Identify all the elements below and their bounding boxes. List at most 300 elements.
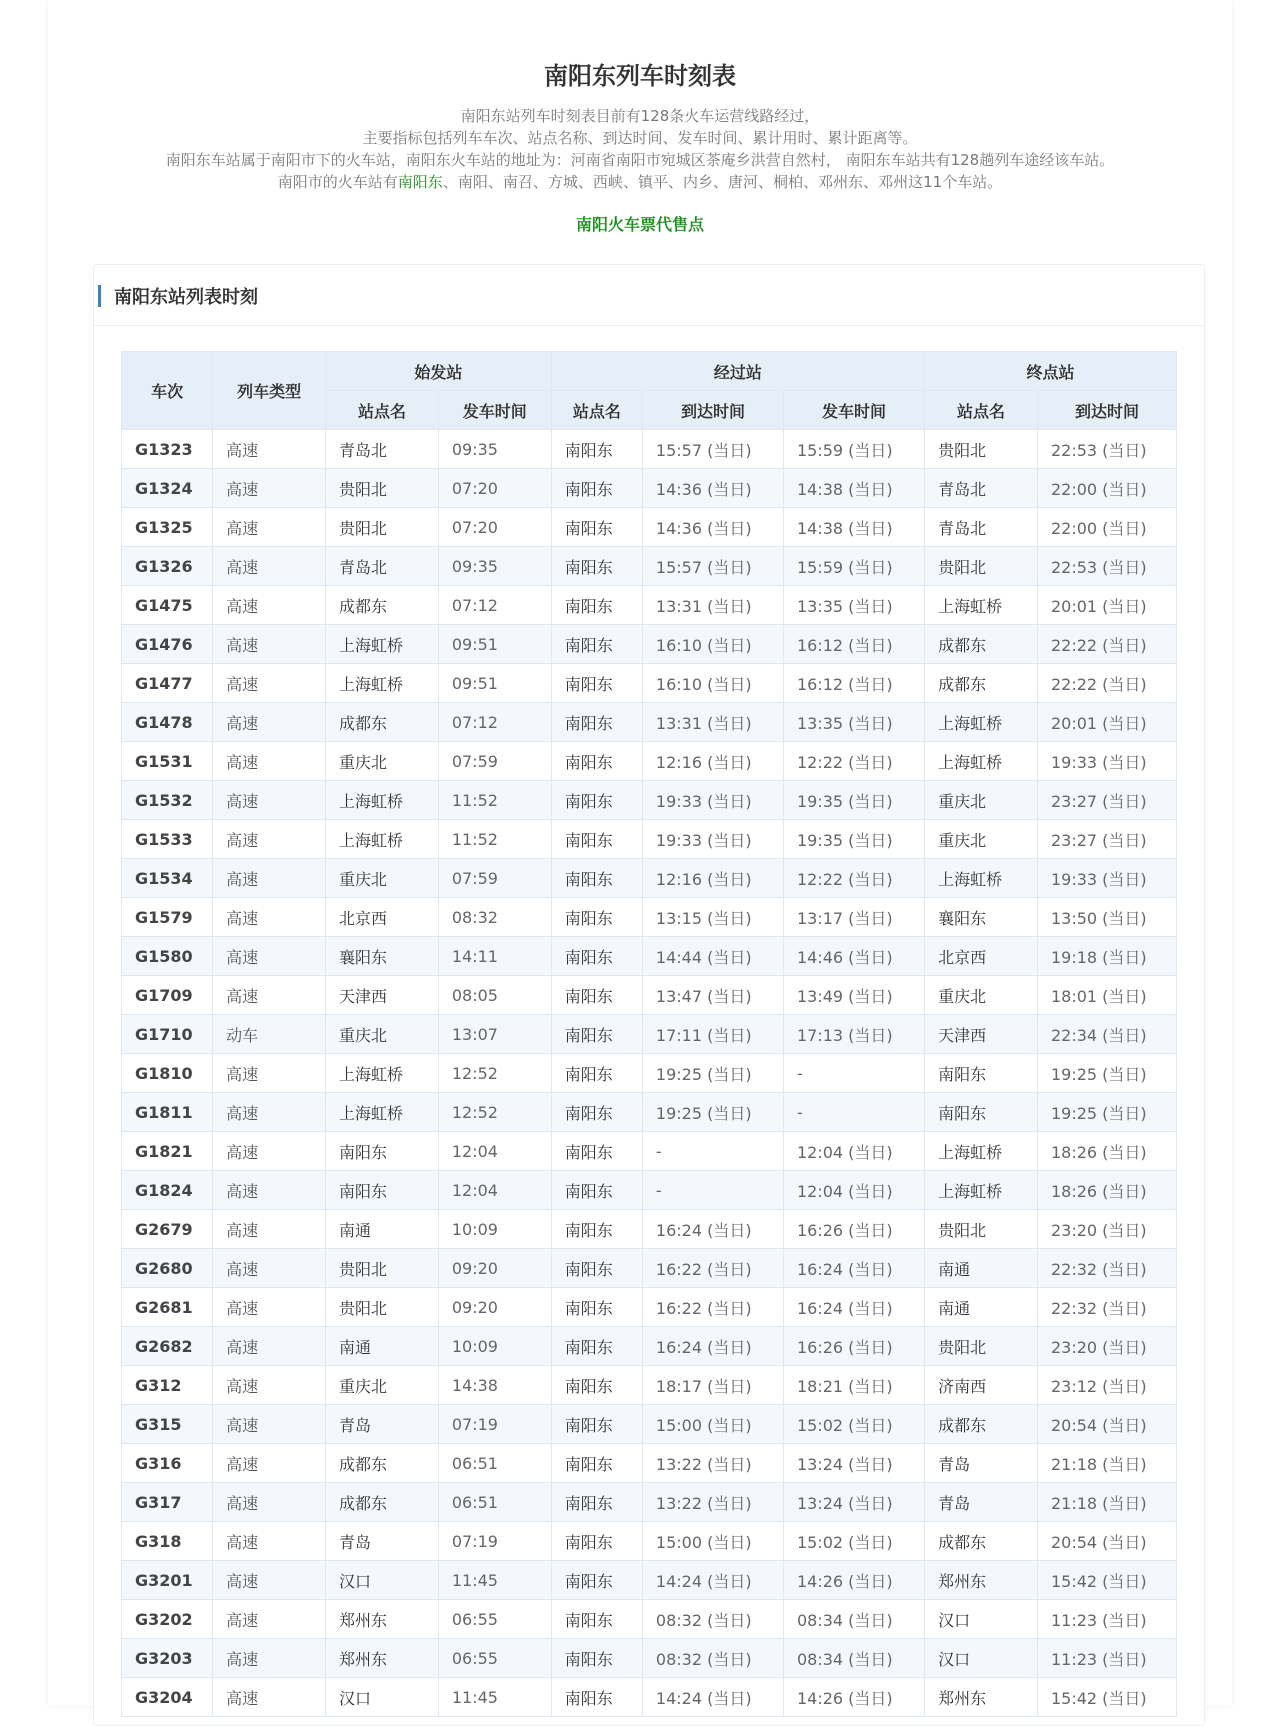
station-link[interactable]: 西峡 xyxy=(592,173,623,191)
pass-depart-time: 16:24 (当日) xyxy=(783,1288,924,1327)
train-code[interactable]: G1532 xyxy=(122,781,213,820)
table-row xyxy=(122,469,1177,508)
table-row xyxy=(122,1522,1177,1561)
train-code[interactable]: G1475 xyxy=(122,586,213,625)
origin-station[interactable]: 成都东 xyxy=(326,586,439,625)
pass-depart-time: 14:38 (当日) xyxy=(783,469,924,508)
origin-station[interactable]: 贵阳北 xyxy=(326,1249,439,1288)
table-row xyxy=(122,1093,1177,1132)
table-row xyxy=(122,508,1177,547)
origin-depart-time: 09:20 xyxy=(438,1288,551,1327)
origin-depart-time: 09:35 xyxy=(438,430,551,469)
origin-station[interactable]: 重庆北 xyxy=(326,859,439,898)
table-row xyxy=(122,1210,1177,1249)
train-type: 高速 xyxy=(213,625,326,664)
origin-station[interactable]: 重庆北 xyxy=(326,1366,439,1405)
train-code[interactable]: G1579 xyxy=(122,898,213,937)
train-code[interactable]: G1710 xyxy=(122,1015,213,1054)
station-separator: 、 xyxy=(803,173,819,191)
train-code[interactable]: G1323 xyxy=(122,430,213,469)
intro-line: 主要指标包括列车车次、站点名称、到达时间、发车时间、累计用时、累计距离等。 xyxy=(362,129,918,147)
terminal-station[interactable]: 上海虹桥 xyxy=(925,859,1038,898)
table-row xyxy=(122,1132,1177,1171)
pass-station[interactable]: 南阳东 xyxy=(551,742,642,781)
train-code[interactable]: G1324 xyxy=(122,469,213,508)
station-link[interactable]: 内乡 xyxy=(682,173,713,191)
pass-station[interactable]: 南阳东 xyxy=(551,1327,642,1366)
train-code[interactable]: G318 xyxy=(122,1522,213,1561)
origin-depart-time: 08:32 xyxy=(438,898,551,937)
pass-station[interactable]: 南阳东 xyxy=(551,859,642,898)
pass-arrive-time: 14:36 (当日) xyxy=(642,508,783,547)
origin-depart-time: 09:51 xyxy=(438,625,551,664)
train-code[interactable]: G1477 xyxy=(122,664,213,703)
origin-station[interactable]: 南阳东 xyxy=(326,1171,439,1210)
terminal-station[interactable]: 南阳东 xyxy=(925,1054,1038,1093)
table-row xyxy=(122,1444,1177,1483)
pass-depart-time: 12:04 (当日) xyxy=(783,1171,924,1210)
origin-depart-time: 07:59 xyxy=(438,859,551,898)
terminal-arrive-time: 22:32 (当日) xyxy=(1037,1249,1176,1288)
panel-accent-bar xyxy=(98,285,101,307)
station-link[interactable]: 邓州 xyxy=(878,173,909,191)
pass-station[interactable]: 南阳东 xyxy=(551,1288,642,1327)
origin-station[interactable]: 汉口 xyxy=(326,1561,439,1600)
origin-station[interactable]: 郑州东 xyxy=(326,1600,439,1639)
train-code[interactable]: G1810 xyxy=(122,1054,213,1093)
terminal-station[interactable]: 贵阳北 xyxy=(925,430,1038,469)
train-type: 高速 xyxy=(213,1054,326,1093)
pass-arrive-time: 19:25 (当日) xyxy=(642,1093,783,1132)
train-type: 高速 xyxy=(213,898,326,937)
origin-station[interactable]: 青岛 xyxy=(326,1405,439,1444)
pass-depart-time: 16:12 (当日) xyxy=(783,664,924,703)
station-separator: 、 xyxy=(667,173,683,191)
table-row xyxy=(122,664,1177,703)
terminal-station[interactable]: 郑州东 xyxy=(925,1678,1038,1717)
header-terminal-arrive: 到达时间 xyxy=(1037,391,1176,430)
pass-arrive-time: 19:33 (当日) xyxy=(642,781,783,820)
table-row xyxy=(122,1015,1177,1054)
table-row xyxy=(122,781,1177,820)
origin-depart-time: 07:12 xyxy=(438,586,551,625)
pass-station[interactable]: 南阳东 xyxy=(551,1054,642,1093)
pass-station[interactable]: 南阳东 xyxy=(551,1444,642,1483)
train-type: 高速 xyxy=(213,547,326,586)
origin-station[interactable]: 贵阳北 xyxy=(326,508,439,547)
terminal-station[interactable]: 南通 xyxy=(925,1249,1038,1288)
station-link[interactable]: 邓州东 xyxy=(818,173,864,191)
terminal-arrive-time: 18:26 (当日) xyxy=(1037,1132,1176,1171)
pass-arrive-time: 17:11 (当日) xyxy=(642,1015,783,1054)
train-type: 高速 xyxy=(213,1366,326,1405)
table-row xyxy=(122,820,1177,859)
pass-depart-time: 14:38 (当日) xyxy=(783,508,924,547)
terminal-arrive-time: 23:20 (当日) xyxy=(1037,1210,1176,1249)
train-code[interactable]: G1531 xyxy=(122,742,213,781)
pass-station[interactable]: 南阳东 xyxy=(551,1483,642,1522)
terminal-station[interactable]: 青岛 xyxy=(925,1444,1038,1483)
pass-depart-time: 16:26 (当日) xyxy=(783,1327,924,1366)
pass-station[interactable]: 南阳东 xyxy=(551,1210,642,1249)
pass-arrive-time: 12:16 (当日) xyxy=(642,859,783,898)
train-code[interactable]: G2682 xyxy=(122,1327,213,1366)
train-type: 高速 xyxy=(213,1171,326,1210)
origin-station[interactable]: 上海虹桥 xyxy=(326,664,439,703)
header-pass-depart: 发车时间 xyxy=(783,391,924,430)
origin-station[interactable]: 天津西 xyxy=(326,976,439,1015)
table-row xyxy=(122,1639,1177,1678)
pass-station[interactable]: 南阳东 xyxy=(551,1561,642,1600)
train-type: 高速 xyxy=(213,664,326,703)
pass-depart-time: 16:26 (当日) xyxy=(783,1210,924,1249)
terminal-arrive-time: 19:33 (当日) xyxy=(1037,742,1176,781)
pass-station[interactable]: 南阳东 xyxy=(551,547,642,586)
origin-depart-time: 07:19 xyxy=(438,1522,551,1561)
pass-station[interactable]: 南阳东 xyxy=(551,1015,642,1054)
terminal-arrive-time: 20:01 (当日) xyxy=(1037,586,1176,625)
train-code[interactable]: G1824 xyxy=(122,1171,213,1210)
terminal-station[interactable]: 贵阳北 xyxy=(925,1327,1038,1366)
station-link[interactable]: 唐河 xyxy=(728,173,759,191)
terminal-station[interactable]: 青岛北 xyxy=(925,469,1038,508)
origin-station[interactable]: 青岛北 xyxy=(326,430,439,469)
station-link[interactable]: 南阳东 xyxy=(397,173,443,191)
terminal-arrive-time: 23:12 (当日) xyxy=(1037,1366,1176,1405)
train-type: 高速 xyxy=(213,1522,326,1561)
pass-arrive-time: 14:24 (当日) xyxy=(642,1561,783,1600)
origin-station[interactable]: 上海虹桥 xyxy=(326,1054,439,1093)
station-separator: 、 xyxy=(713,173,729,191)
train-code[interactable]: G312 xyxy=(122,1366,213,1405)
origin-station[interactable]: 重庆北 xyxy=(326,742,439,781)
origin-station[interactable]: 上海虹桥 xyxy=(326,781,439,820)
pass-arrive-time: 14:44 (当日) xyxy=(642,937,783,976)
station-separator: 、 xyxy=(487,173,503,191)
terminal-station[interactable]: 上海虹桥 xyxy=(925,742,1038,781)
pass-station[interactable]: 南阳东 xyxy=(551,1093,642,1132)
table-row xyxy=(122,586,1177,625)
pass-arrive-time: 08:32 (当日) xyxy=(642,1639,783,1678)
terminal-station[interactable]: 贵阳北 xyxy=(925,1210,1038,1249)
intro-line: 南阳东车站属于南阳市下的火车站，南阳东火车站的地址为：河南省南阳市宛城区茶庵乡洪营自然村， 南阳东车站共有128趟列车途经该车站。 xyxy=(165,151,1115,169)
ticket-agent-link[interactable]: 南阳火车票代售点 xyxy=(575,215,704,234)
origin-depart-time: 10:09 xyxy=(438,1210,551,1249)
terminal-arrive-time: 22:53 (当日) xyxy=(1037,430,1176,469)
terminal-station[interactable]: 成都东 xyxy=(925,625,1038,664)
terminal-arrive-time: 15:42 (当日) xyxy=(1037,1561,1176,1600)
panel-header xyxy=(94,265,1204,326)
pass-station[interactable]: 南阳东 xyxy=(551,508,642,547)
origin-station[interactable]: 贵阳北 xyxy=(326,469,439,508)
origin-station[interactable]: 襄阳东 xyxy=(326,937,439,976)
train-code[interactable]: G1476 xyxy=(122,625,213,664)
pass-station[interactable]: 南阳东 xyxy=(551,1132,642,1171)
train-code[interactable]: G1533 xyxy=(122,820,213,859)
origin-station[interactable]: 青岛北 xyxy=(326,547,439,586)
terminal-station[interactable]: 成都东 xyxy=(925,1522,1038,1561)
train-type: 高速 xyxy=(213,1444,326,1483)
terminal-arrive-time: 19:18 (当日) xyxy=(1037,937,1176,976)
pass-arrive-time: 15:00 (当日) xyxy=(642,1522,783,1561)
table-row xyxy=(122,1405,1177,1444)
terminal-station[interactable]: 济南西 xyxy=(925,1366,1038,1405)
origin-station[interactable]: 北京西 xyxy=(326,898,439,937)
pass-depart-time: 13:17 (当日) xyxy=(783,898,924,937)
pass-station[interactable]: 南阳东 xyxy=(551,1600,642,1639)
terminal-arrive-time: 20:01 (当日) xyxy=(1037,703,1176,742)
pass-station[interactable]: 南阳东 xyxy=(551,1639,642,1678)
origin-station[interactable]: 上海虹桥 xyxy=(326,1093,439,1132)
origin-station[interactable]: 汉口 xyxy=(326,1678,439,1717)
table-row xyxy=(122,703,1177,742)
terminal-station[interactable]: 成都东 xyxy=(925,664,1038,703)
pass-station[interactable]: 南阳东 xyxy=(551,1249,642,1288)
train-type: 动车 xyxy=(213,1015,326,1054)
terminal-station[interactable]: 襄阳东 xyxy=(925,898,1038,937)
train-code[interactable]: G2681 xyxy=(122,1288,213,1327)
station-link[interactable]: 桐柏 xyxy=(773,173,804,191)
origin-station[interactable]: 南阳东 xyxy=(326,1132,439,1171)
header-terminal-group: 终点站 xyxy=(925,352,1177,391)
pass-depart-time: 13:24 (当日) xyxy=(783,1483,924,1522)
table-row xyxy=(122,625,1177,664)
train-type: 高速 xyxy=(213,1093,326,1132)
terminal-station[interactable]: 上海虹桥 xyxy=(925,1171,1038,1210)
header-pass-station: 站点名 xyxy=(551,391,642,430)
origin-station[interactable]: 青岛 xyxy=(326,1522,439,1561)
origin-station[interactable]: 郑州东 xyxy=(326,1639,439,1678)
terminal-station[interactable]: 上海虹桥 xyxy=(925,1132,1038,1171)
origin-station[interactable]: 贵阳北 xyxy=(326,1288,439,1327)
pass-depart-time: 19:35 (当日) xyxy=(783,820,924,859)
terminal-station[interactable]: 天津西 xyxy=(925,1015,1038,1054)
terminal-station[interactable]: 郑州东 xyxy=(925,1561,1038,1600)
pass-station[interactable]: 南阳东 xyxy=(551,1522,642,1561)
intro-line-suffix: 这11个车站。 xyxy=(908,173,1003,191)
origin-station[interactable]: 成都东 xyxy=(326,1444,439,1483)
train-code[interactable]: G2679 xyxy=(122,1210,213,1249)
station-link[interactable]: 镇平 xyxy=(637,173,668,191)
terminal-station[interactable]: 南阳东 xyxy=(925,1093,1038,1132)
terminal-station[interactable]: 重庆北 xyxy=(925,781,1038,820)
terminal-station[interactable]: 成都东 xyxy=(925,1405,1038,1444)
train-type: 高速 xyxy=(213,1600,326,1639)
pass-depart-time: 12:22 (当日) xyxy=(783,859,924,898)
header-type: 列车类型 xyxy=(213,352,326,430)
train-type: 高速 xyxy=(213,859,326,898)
pass-depart-time: 15:02 (当日) xyxy=(783,1522,924,1561)
terminal-station[interactable]: 青岛 xyxy=(925,1483,1038,1522)
train-code[interactable]: G1811 xyxy=(122,1093,213,1132)
pass-arrive-time: 13:22 (当日) xyxy=(642,1444,783,1483)
station-link[interactable]: 南召 xyxy=(502,173,533,191)
terminal-arrive-time: 22:00 (当日) xyxy=(1037,508,1176,547)
timetable-body xyxy=(122,430,1177,1717)
pass-depart-time: 12:22 (当日) xyxy=(783,742,924,781)
pass-station[interactable]: 南阳东 xyxy=(551,937,642,976)
origin-station[interactable]: 成都东 xyxy=(326,703,439,742)
intro-text xyxy=(48,105,1232,193)
timetable xyxy=(121,351,1177,1717)
terminal-arrive-time: 13:50 (当日) xyxy=(1037,898,1176,937)
terminal-arrive-time: 18:01 (当日) xyxy=(1037,976,1176,1015)
pass-depart-time: 08:34 (当日) xyxy=(783,1639,924,1678)
pass-depart-time: 18:21 (当日) xyxy=(783,1366,924,1405)
origin-station[interactable]: 重庆北 xyxy=(326,1015,439,1054)
train-code[interactable]: G1326 xyxy=(122,547,213,586)
table-row xyxy=(122,1054,1177,1093)
table-row xyxy=(122,1288,1177,1327)
terminal-arrive-time: 23:20 (当日) xyxy=(1037,1327,1176,1366)
terminal-station[interactable]: 北京西 xyxy=(925,937,1038,976)
origin-depart-time: 11:45 xyxy=(438,1561,551,1600)
train-code[interactable]: G3201 xyxy=(122,1561,213,1600)
pass-depart-time: 15:59 (当日) xyxy=(783,430,924,469)
terminal-station[interactable]: 贵阳北 xyxy=(925,547,1038,586)
station-separator: 、 xyxy=(532,173,548,191)
terminal-station[interactable]: 上海虹桥 xyxy=(925,586,1038,625)
pass-station[interactable]: 南阳东 xyxy=(551,1405,642,1444)
terminal-station[interactable]: 青岛北 xyxy=(925,508,1038,547)
terminal-arrive-time: 22:32 (当日) xyxy=(1037,1288,1176,1327)
origin-depart-time: 07:12 xyxy=(438,703,551,742)
header-origin-depart: 发车时间 xyxy=(438,391,551,430)
pass-depart-time: - xyxy=(783,1054,924,1093)
terminal-arrive-time: 19:33 (当日) xyxy=(1037,859,1176,898)
train-code[interactable]: G3202 xyxy=(122,1600,213,1639)
train-code[interactable]: G1534 xyxy=(122,859,213,898)
intro-line-prefix: 南阳市的火车站有 xyxy=(277,173,398,191)
train-code[interactable]: G317 xyxy=(122,1483,213,1522)
table-row xyxy=(122,859,1177,898)
origin-depart-time: 09:51 xyxy=(438,664,551,703)
origin-depart-time: 12:04 xyxy=(438,1171,551,1210)
pass-station[interactable]: 南阳东 xyxy=(551,586,642,625)
table-row xyxy=(122,1366,1177,1405)
terminal-arrive-time: 19:25 (当日) xyxy=(1037,1054,1176,1093)
terminal-arrive-time: 22:00 (当日) xyxy=(1037,469,1176,508)
train-code[interactable]: G1325 xyxy=(122,508,213,547)
train-code[interactable]: G3203 xyxy=(122,1639,213,1678)
pass-station[interactable]: 南阳东 xyxy=(551,898,642,937)
train-type: 高速 xyxy=(213,469,326,508)
pass-depart-time: 13:24 (当日) xyxy=(783,1444,924,1483)
terminal-station[interactable]: 上海虹桥 xyxy=(925,703,1038,742)
origin-depart-time: 14:38 xyxy=(438,1366,551,1405)
table-row xyxy=(122,976,1177,1015)
pass-station[interactable]: 南阳东 xyxy=(551,781,642,820)
pass-station[interactable]: 南阳东 xyxy=(551,1171,642,1210)
origin-depart-time: 06:55 xyxy=(438,1600,551,1639)
origin-station[interactable]: 南通 xyxy=(326,1327,439,1366)
table-row xyxy=(122,937,1177,976)
pass-station[interactable]: 南阳东 xyxy=(551,664,642,703)
train-code[interactable]: G315 xyxy=(122,1405,213,1444)
train-code[interactable]: G3204 xyxy=(122,1678,213,1717)
pass-arrive-time: 14:36 (当日) xyxy=(642,469,783,508)
pass-arrive-time: 16:24 (当日) xyxy=(642,1327,783,1366)
pass-arrive-time: 15:00 (当日) xyxy=(642,1405,783,1444)
pass-depart-time: - xyxy=(783,1093,924,1132)
table-row xyxy=(122,1249,1177,1288)
terminal-arrive-time: 19:25 (当日) xyxy=(1037,1093,1176,1132)
pass-station[interactable]: 南阳东 xyxy=(551,820,642,859)
table-row xyxy=(122,1561,1177,1600)
header-origin-station: 站点名 xyxy=(326,391,439,430)
pass-arrive-time: - xyxy=(642,1171,783,1210)
terminal-arrive-time: 22:22 (当日) xyxy=(1037,625,1176,664)
pass-depart-time: 15:59 (当日) xyxy=(783,547,924,586)
train-code[interactable]: G2680 xyxy=(122,1249,213,1288)
pass-station[interactable]: 南阳东 xyxy=(551,430,642,469)
pass-arrive-time: 19:33 (当日) xyxy=(642,820,783,859)
pass-depart-time: 17:13 (当日) xyxy=(783,1015,924,1054)
origin-station[interactable]: 上海虹桥 xyxy=(326,820,439,859)
terminal-station[interactable]: 重庆北 xyxy=(925,976,1038,1015)
terminal-arrive-time: 22:22 (当日) xyxy=(1037,664,1176,703)
pass-station[interactable]: 南阳东 xyxy=(551,1678,642,1717)
origin-depart-time: 09:35 xyxy=(438,547,551,586)
origin-depart-time: 08:05 xyxy=(438,976,551,1015)
train-code[interactable]: G1821 xyxy=(122,1132,213,1171)
pass-depart-time: 14:26 (当日) xyxy=(783,1561,924,1600)
pass-depart-time: 12:04 (当日) xyxy=(783,1132,924,1171)
table-row xyxy=(122,1327,1177,1366)
terminal-station[interactable]: 南通 xyxy=(925,1288,1038,1327)
pass-depart-time: 08:34 (当日) xyxy=(783,1600,924,1639)
intro-line: 南阳东站列车时刻表目前有128条火车运营线路经过， xyxy=(460,107,820,125)
pass-depart-time: 14:26 (当日) xyxy=(783,1678,924,1717)
train-code[interactable]: G1709 xyxy=(122,976,213,1015)
origin-station[interactable]: 上海虹桥 xyxy=(326,625,439,664)
pass-arrive-time: 16:24 (当日) xyxy=(642,1210,783,1249)
table-row xyxy=(122,430,1177,469)
terminal-arrive-time: 11:23 (当日) xyxy=(1037,1639,1176,1678)
pass-station[interactable]: 南阳东 xyxy=(551,1366,642,1405)
origin-depart-time: 12:52 xyxy=(438,1054,551,1093)
station-separator: 、 xyxy=(863,173,879,191)
table-row xyxy=(122,1678,1177,1717)
station-link[interactable]: 方城 xyxy=(547,173,578,191)
page-container xyxy=(48,0,1232,1706)
origin-station[interactable]: 南通 xyxy=(326,1210,439,1249)
train-type: 高速 xyxy=(213,1210,326,1249)
origin-depart-time: 06:51 xyxy=(438,1483,551,1522)
station-link[interactable]: 南阳 xyxy=(457,173,488,191)
pass-arrive-time: 16:22 (当日) xyxy=(642,1288,783,1327)
page-title: 南阳东列车时刻表 xyxy=(544,62,736,90)
origin-depart-time: 07:19 xyxy=(438,1405,551,1444)
train-code[interactable]: G316 xyxy=(122,1444,213,1483)
origin-depart-time: 06:55 xyxy=(438,1639,551,1678)
pass-station[interactable]: 南阳东 xyxy=(551,976,642,1015)
pass-arrive-time: 08:32 (当日) xyxy=(642,1600,783,1639)
terminal-station[interactable]: 汉口 xyxy=(925,1600,1038,1639)
train-code[interactable]: G1580 xyxy=(122,937,213,976)
pass-depart-time: 13:35 (当日) xyxy=(783,586,924,625)
train-type: 高速 xyxy=(213,430,326,469)
terminal-arrive-time: 23:27 (当日) xyxy=(1037,820,1176,859)
pass-station[interactable]: 南阳东 xyxy=(551,703,642,742)
origin-station[interactable]: 成都东 xyxy=(326,1483,439,1522)
pass-station[interactable]: 南阳东 xyxy=(551,469,642,508)
pass-station[interactable]: 南阳东 xyxy=(551,625,642,664)
terminal-station[interactable]: 重庆北 xyxy=(925,820,1038,859)
terminal-station[interactable]: 汉口 xyxy=(925,1639,1038,1678)
train-code[interactable]: G1478 xyxy=(122,703,213,742)
origin-depart-time: 06:51 xyxy=(438,1444,551,1483)
